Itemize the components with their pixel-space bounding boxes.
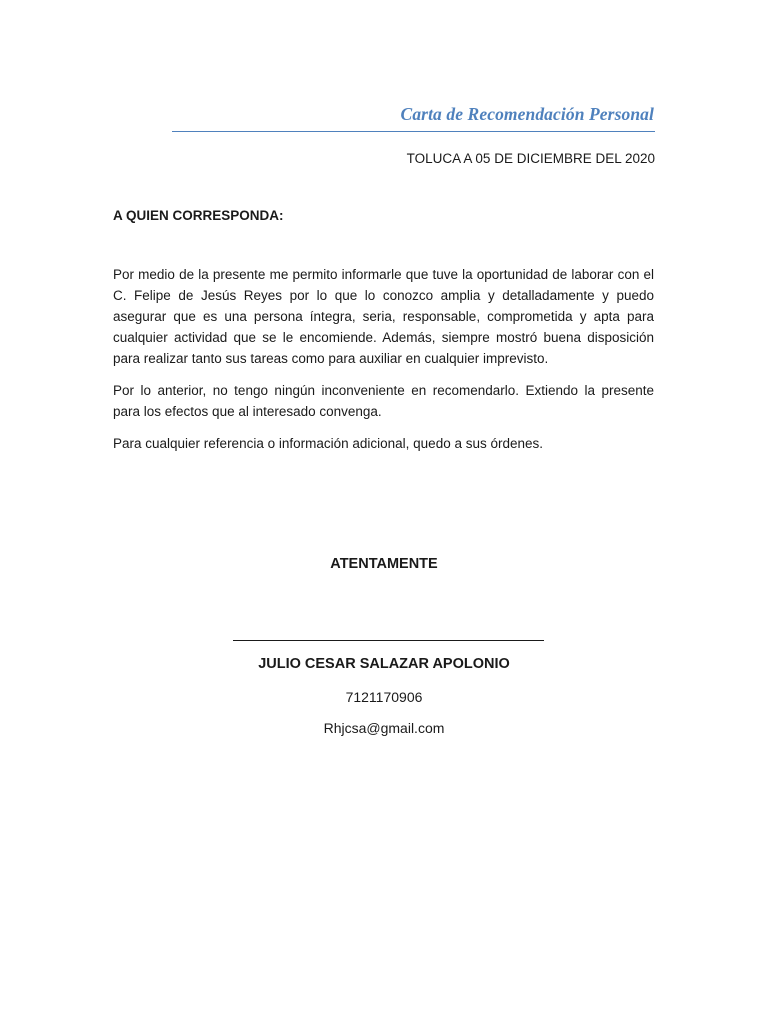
- signature-email: Rhjcsa@gmail.com: [323, 720, 445, 736]
- title-underline: [172, 131, 655, 132]
- body-paragraph: Por lo anterior, no tengo ningún inconveniente en recomendarlo. Extiendo la presente para los efectos que al interesado convenga.: [113, 383, 654, 419]
- letter-body: [113, 264, 654, 465]
- letter-salutation: A QUIEN CORRESPONDA:: [113, 208, 284, 223]
- letter-closing: ATENTAMENTE: [330, 556, 438, 572]
- body-paragraph: Por medio de la presente me permito informarle que tuve la oportunidad de laborar con el C. Felipe de Jesús Reyes por lo que lo conozco amplia y detalladamente y puedo asegurar que es una persona íntegra, seria, responsable, comprometida y apta para cualquier actividad que se le encomiende. Además, siempre mostró buena disposición para realizar tanto sus tareas como para auxiliar en cualquier imprevisto.: [113, 267, 654, 366]
- letter-dateline: TOLUCA A 05 DE DICIEMBRE DEL 2020: [406, 151, 655, 166]
- body-paragraph: Para cualquier referencia o información adicional, quedo a sus órdenes.: [113, 436, 544, 451]
- signature-line: [233, 640, 544, 641]
- signature-name: JULIO CESAR SALAZAR APOLONIO: [258, 656, 510, 672]
- signature-phone: 7121170906: [345, 689, 423, 705]
- letter-title: Carta de Recomendación Personal: [400, 104, 654, 124]
